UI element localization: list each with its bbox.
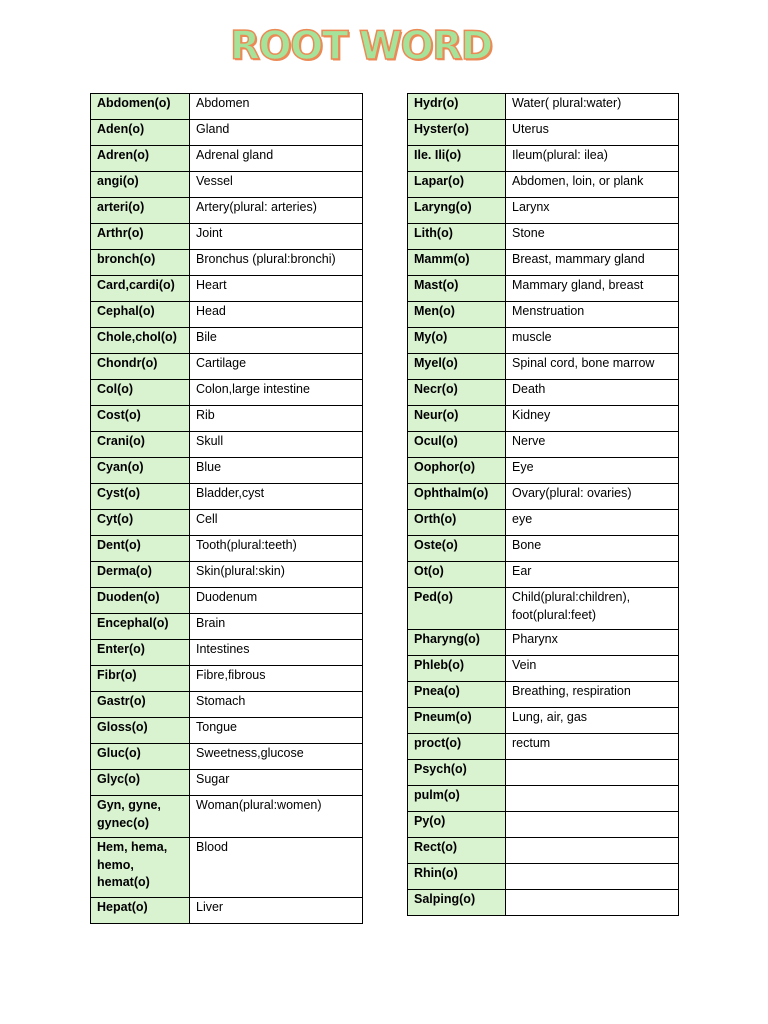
table-row: [91, 640, 363, 666]
table-row: [408, 510, 679, 536]
meaning-cell: Cell: [190, 510, 363, 536]
table-row: [408, 864, 679, 890]
meaning-cell: Head: [190, 302, 363, 328]
meaning-cell: Ovary(plural: ovaries): [506, 484, 679, 510]
meaning-cell: muscle: [506, 328, 679, 354]
table-row: [91, 536, 363, 562]
meaning-cell: Blood: [190, 838, 363, 898]
meaning-cell: [506, 838, 679, 864]
table-row: [91, 276, 363, 302]
root-word-cell: Cyt(o): [91, 510, 190, 536]
page-title: ROOT WORD: [230, 24, 492, 69]
table-row: [408, 302, 679, 328]
meaning-cell: Skull: [190, 432, 363, 458]
table-row: [91, 406, 363, 432]
meaning-cell: Colon,large intestine: [190, 380, 363, 406]
meaning-cell: Larynx: [506, 198, 679, 224]
meaning-cell: Menstruation: [506, 302, 679, 328]
table-row: [408, 380, 679, 406]
table-row: [91, 250, 363, 276]
meaning-cell: Abdomen: [190, 94, 363, 120]
table-row: [408, 172, 679, 198]
root-word-cell: Men(o): [408, 302, 506, 328]
root-word-cell: Rhin(o): [408, 864, 506, 890]
table-row: [91, 510, 363, 536]
root-word-cell: Py(o): [408, 812, 506, 838]
table-row: [91, 666, 363, 692]
table-row: [408, 432, 679, 458]
root-word-cell: Gluc(o): [91, 744, 190, 770]
root-word-cell: Psych(o): [408, 760, 506, 786]
table-row: [408, 734, 679, 760]
root-word-cell: Hydr(o): [408, 94, 506, 120]
meaning-cell: Heart: [190, 276, 363, 302]
meaning-cell: Pharynx: [506, 630, 679, 656]
meaning-cell: Abdomen, loin, or plank: [506, 172, 679, 198]
root-word-cell: Aden(o): [91, 120, 190, 146]
meaning-cell: Bone: [506, 536, 679, 562]
table-row: [91, 302, 363, 328]
root-word-table-left: [90, 93, 363, 924]
meaning-cell: Sweetness,glucose: [190, 744, 363, 770]
meaning-cell: [506, 812, 679, 838]
root-word-cell: Salping(o): [408, 890, 506, 916]
root-word-cell: Neur(o): [408, 406, 506, 432]
table-row: [91, 770, 363, 796]
root-word-cell: arteri(o): [91, 198, 190, 224]
root-word-cell: Phleb(o): [408, 656, 506, 682]
table-row: [408, 94, 679, 120]
root-word-cell: Hepat(o): [91, 898, 190, 924]
meaning-cell: Joint: [190, 224, 363, 250]
table-row: [91, 94, 363, 120]
table-row: [91, 354, 363, 380]
meaning-cell: Vessel: [190, 172, 363, 198]
table-row: [408, 562, 679, 588]
root-word-cell: Ped(o): [408, 588, 506, 630]
meaning-cell: Stone: [506, 224, 679, 250]
root-word-cell: Ot(o): [408, 562, 506, 588]
root-word-cell: angi(o): [91, 172, 190, 198]
table-row: [91, 172, 363, 198]
table-row: [408, 120, 679, 146]
table-row: [91, 458, 363, 484]
meaning-cell: rectum: [506, 734, 679, 760]
root-word-cell: Hyster(o): [408, 120, 506, 146]
table-row: [91, 432, 363, 458]
table-row: [91, 328, 363, 354]
root-word-cell: Cyst(o): [91, 484, 190, 510]
root-word-cell: Laryng(o): [408, 198, 506, 224]
meaning-cell: Adrenal gland: [190, 146, 363, 172]
root-word-cell: Cephal(o): [91, 302, 190, 328]
table-row: [408, 198, 679, 224]
root-word-cell: Chondr(o): [91, 354, 190, 380]
table-row: [91, 484, 363, 510]
table-row: [91, 614, 363, 640]
root-word-cell: Lapar(o): [408, 172, 506, 198]
root-word-cell: Mast(o): [408, 276, 506, 302]
root-word-cell: Pnea(o): [408, 682, 506, 708]
meaning-cell: Uterus: [506, 120, 679, 146]
meaning-cell: [506, 786, 679, 812]
root-word-cell: Card,cardi(o): [91, 276, 190, 302]
root-word-cell: Mamm(o): [408, 250, 506, 276]
table-row: [408, 760, 679, 786]
root-word-cell: Oophor(o): [408, 458, 506, 484]
table-row: [408, 786, 679, 812]
table-row: [408, 458, 679, 484]
root-word-cell: Enter(o): [91, 640, 190, 666]
meaning-cell: Vein: [506, 656, 679, 682]
meaning-cell: Brain: [190, 614, 363, 640]
table-row: [91, 146, 363, 172]
table-row: [408, 224, 679, 250]
table-row: [91, 692, 363, 718]
root-word-cell: Crani(o): [91, 432, 190, 458]
table-row: [408, 838, 679, 864]
meaning-cell: Tongue: [190, 718, 363, 744]
meaning-cell: Mammary gland, breast: [506, 276, 679, 302]
table-row: [408, 328, 679, 354]
root-word-cell: Duoden(o): [91, 588, 190, 614]
meaning-cell: Eye: [506, 458, 679, 484]
meaning-cell: Ileum(plural: ilea): [506, 146, 679, 172]
meaning-cell: [506, 890, 679, 916]
root-word-cell: Gyn, gyne, gynec(o): [91, 796, 190, 838]
table-row: [408, 536, 679, 562]
meaning-cell: Spinal cord, bone marrow: [506, 354, 679, 380]
meaning-cell: Breast, mammary gland: [506, 250, 679, 276]
table-row: [408, 812, 679, 838]
meaning-cell: Tooth(plural:teeth): [190, 536, 363, 562]
root-word-cell: Oste(o): [408, 536, 506, 562]
table-row: [91, 380, 363, 406]
root-word-cell: Glyc(o): [91, 770, 190, 796]
root-word-table-right: [407, 93, 679, 916]
root-word-cell: Ile. Ili(o): [408, 146, 506, 172]
meaning-cell: Death: [506, 380, 679, 406]
meaning-cell: Sugar: [190, 770, 363, 796]
meaning-cell: [506, 760, 679, 786]
meaning-cell: Stomach: [190, 692, 363, 718]
root-word-cell: Gloss(o): [91, 718, 190, 744]
table-row: [91, 562, 363, 588]
table-row: [408, 484, 679, 510]
table-row: [91, 120, 363, 146]
meaning-cell: Artery(plural: arteries): [190, 198, 363, 224]
table-row: [91, 796, 363, 838]
root-word-cell: pulm(o): [408, 786, 506, 812]
meaning-cell: Intestines: [190, 640, 363, 666]
root-word-cell: Arthr(o): [91, 224, 190, 250]
root-word-cell: Chole,chol(o): [91, 328, 190, 354]
root-word-cell: bronch(o): [91, 250, 190, 276]
root-word-cell: Pneum(o): [408, 708, 506, 734]
meaning-cell: Blue: [190, 458, 363, 484]
root-word-cell: Abdomen(o): [91, 94, 190, 120]
root-word-cell: Fibr(o): [91, 666, 190, 692]
meaning-cell: Skin(plural:skin): [190, 562, 363, 588]
table-row: [408, 146, 679, 172]
root-word-cell: proct(o): [408, 734, 506, 760]
root-word-cell: Gastr(o): [91, 692, 190, 718]
table-row: [91, 898, 363, 924]
root-word-cell: Ocul(o): [408, 432, 506, 458]
root-word-cell: Cyan(o): [91, 458, 190, 484]
meaning-cell: Bronchus (plural:bronchi): [190, 250, 363, 276]
table-row: [408, 250, 679, 276]
root-word-cell: Myel(o): [408, 354, 506, 380]
root-word-cell: Hem, hema, hemo, hemat(o): [91, 838, 190, 898]
table-row: [408, 708, 679, 734]
table-row: [408, 406, 679, 432]
table-row: [408, 630, 679, 656]
root-word-cell: Col(o): [91, 380, 190, 406]
meaning-cell: Lung, air, gas: [506, 708, 679, 734]
table-row: [91, 718, 363, 744]
table-row: [91, 744, 363, 770]
meaning-cell: Breathing, respiration: [506, 682, 679, 708]
table-row: [91, 838, 363, 898]
root-word-cell: Dent(o): [91, 536, 190, 562]
root-word-cell: Ophthalm(o): [408, 484, 506, 510]
table-row: [408, 354, 679, 380]
table-row: [91, 588, 363, 614]
meaning-cell: Liver: [190, 898, 363, 924]
meaning-cell: Cartilage: [190, 354, 363, 380]
meaning-cell: Bladder,cyst: [190, 484, 363, 510]
root-word-cell: Derma(o): [91, 562, 190, 588]
meaning-cell: Gland: [190, 120, 363, 146]
meaning-cell: Child(plural:children), foot(plural:feet): [506, 588, 679, 630]
meaning-cell: Duodenum: [190, 588, 363, 614]
table-row: [408, 682, 679, 708]
meaning-cell: Woman(plural:women): [190, 796, 363, 838]
table-row: [408, 588, 679, 630]
table-row: [91, 224, 363, 250]
meaning-cell: Fibre,fibrous: [190, 666, 363, 692]
table-row: [408, 656, 679, 682]
root-word-cell: Adren(o): [91, 146, 190, 172]
meaning-cell: Water( plural:water): [506, 94, 679, 120]
root-word-cell: My(o): [408, 328, 506, 354]
meaning-cell: Ear: [506, 562, 679, 588]
root-word-cell: Rect(o): [408, 838, 506, 864]
meaning-cell: Rib: [190, 406, 363, 432]
root-word-cell: Orth(o): [408, 510, 506, 536]
meaning-cell: eye: [506, 510, 679, 536]
meaning-cell: Kidney: [506, 406, 679, 432]
meaning-cell: Nerve: [506, 432, 679, 458]
root-word-cell: Pharyng(o): [408, 630, 506, 656]
table-row: [408, 276, 679, 302]
root-word-cell: Necr(o): [408, 380, 506, 406]
table-row: [408, 890, 679, 916]
table-row: [91, 198, 363, 224]
root-word-cell: Lith(o): [408, 224, 506, 250]
meaning-cell: [506, 864, 679, 890]
root-word-cell: Encephal(o): [91, 614, 190, 640]
root-word-cell: Cost(o): [91, 406, 190, 432]
meaning-cell: Bile: [190, 328, 363, 354]
